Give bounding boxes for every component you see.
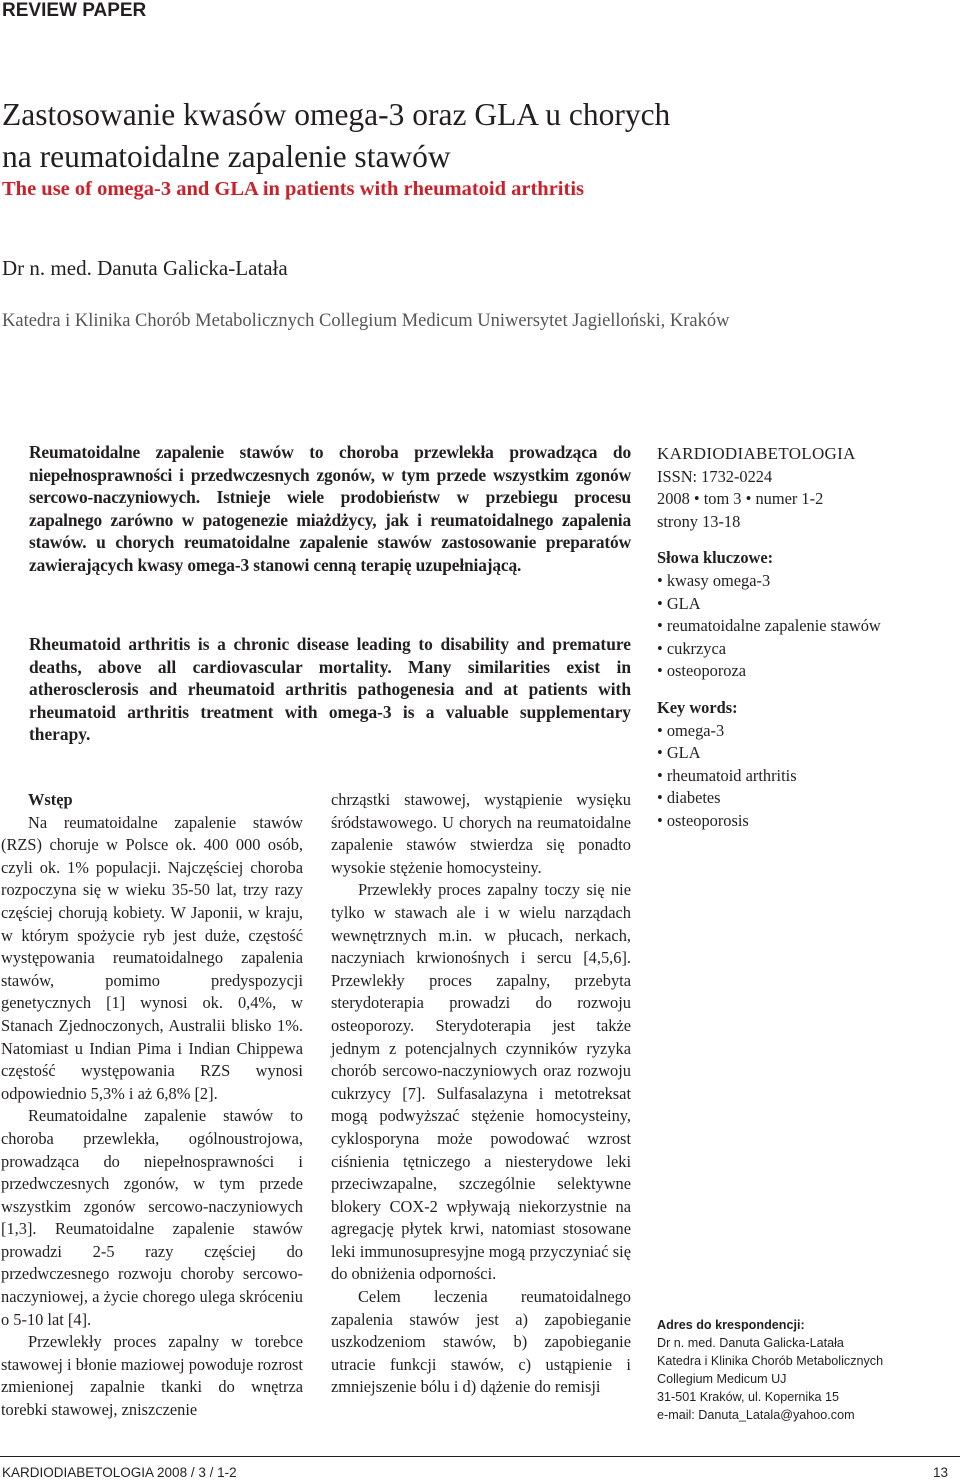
abstract-pl: Reumatoidalne zapalenie stawów to choroba przewlekła prowadząca do niepełnosprawności i przedwczesnych zgonów, w tym przede wszystkim zgonów sercowo-naczyniowych. Istnieje wiele prodobieństw w przebiegu procesu zapalnego zarówno w patogenezie miażdżycy, jak i reumatoidalnego zapalenia stawów. u chorych reumatoidalne zapalenie stawów zastosowanie preparatów zawierających kwasy omega-3 stanowi cenną terapię uzupełniającą. <box>29 442 631 575</box>
keyword-item: • osteoporosis <box>657 810 947 833</box>
body-column-left <box>1 789 303 1422</box>
title-line-1: Zastosowanie kwasów omega-3 oraz GLA u chorych <box>2 97 671 132</box>
keyword-item: • osteoporoza <box>657 660 947 683</box>
keywords-en-list <box>657 720 947 833</box>
keywords-pl-heading: Słowa kluczowe: <box>657 548 774 568</box>
body-paragraph: chrząstki stawowej, wystąpienie wysięku śródstawowego. U chorych na reumatoidalne zapalenie stawów stwierdza się ponadto wysokie stężenie homocysteiny. <box>331 790 631 877</box>
abstract-en: Rheumatoid arthritis is a chronic disease leading to disability and premature deaths, above all cardiovascular mortality. Many similarities exist in atherosclerosis and rheumatoid arthritis pathogenesia and at patients with rheumatoid arthritis treatment with omega-3 is a valuable supplementary therapy. <box>29 634 631 745</box>
section-label: REVIEW PAPER <box>2 0 147 21</box>
issn: ISSN: 1732-0224 <box>657 466 773 486</box>
body-paragraph: Przewlekły proces zapalny toczy się nie tylko w stawach ale i w wielu narządach wewnętrznych m.in. w płucach, nerkach, naczyniach krwionośnych i sercu [4,5,6]. Przewlekły proces zapalny, przebyta sterydoterapia prowadzi do rozwoju osteoporozy. Sterydoterapia jest także jednym z potencjalnych czynników ryzyka chorób sercowo-naczyniowych oraz rozwoju cukrzycy [7]. Sulfasalazyna i metotreksat mogą podwyższać stężenie homocysteiny, cyklosporyna może powodować wzrost ciśnienia tętniczego a niesterydowe leki przeciwzapalne, szczególnie selektywne blokery COX-2 wpływają niekorzystnie na agregację płytek krwi, natomiast stosowane leki immunosupresyjne mogą przyczyniać się do obniżenia odporności. <box>331 880 631 1284</box>
title-line-2: na reumatoidalne zapalenie stawów <box>2 139 451 174</box>
correspondence-heading: Adres do krespondencji: <box>657 1318 805 1332</box>
journal-name: KARDIODIABETOLOGIA <box>657 444 856 463</box>
correspondence-line: Katedra i Klinika Chorób Metabolicznych <box>657 1354 884 1368</box>
keyword-item: • GLA <box>657 593 947 616</box>
body-paragraph: Na reumatoidalne zapalenie stawów (RZS) choruje w Polsce ok. 400 000 osób, czyli ok. 1% populacji. Najczęściej choroba rozpoczyna się w wieku 35-50 lat, trzy razy częściej chorują kobiety. W Japonii, w kraju, w którym spożycie ryb jest duże, częstość występowania reumatoidalnego zapalenia stawów, pomimo predyspozycji genetycznych [1] wynosi ok. 0,4%, w Stanach Zjednoczonych, Australii blisko 1%. Natomiast u Indian Pima i Indian Chippewa częstość występowania RZS wynosi odpowiednio 5,3% i aż 6,8% [2]. <box>1 812 303 1103</box>
footer-divider <box>0 1456 960 1457</box>
body-paragraph: Przewlekły proces zapalny w torebce stawowej i błonie maziowej powoduje rozrost zmienionej zapalnie tkanki do wnętrza torebki stawowej, zniszczenie <box>1 1332 303 1420</box>
page-range: strony 13-18 <box>657 511 741 531</box>
keyword-item: • omega-3 <box>657 720 947 743</box>
correspondence-line: Dr n. med. Danuta Galicka-Latała <box>657 1336 844 1350</box>
keyword-item: • kwasy omega-3 <box>657 570 947 593</box>
keyword-item: • rheumatoid arthritis <box>657 765 947 788</box>
section-heading-intro: Wstęp <box>28 790 73 809</box>
footer-journal: KARDIODIABETOLOGIA 2008 / 3 / 1-2 <box>2 1465 237 1480</box>
correspondence-line: 31-501 Kraków, ul. Kopernika 15 <box>657 1390 840 1404</box>
author-name: Dr n. med. Danuta Galicka-Latała <box>2 256 288 280</box>
author-affiliation: Katedra i Klinika Chorób Metabolicznych Collegium Medicum Uniwersytet Jagielloński, Kraków <box>2 311 730 331</box>
article-title-pl <box>2 94 902 178</box>
keywords-en-heading: Key words: <box>657 697 738 717</box>
issue-info: 2008 • tom 3 • numer 1-2 <box>657 489 824 509</box>
page-number: 13 <box>932 1465 948 1480</box>
keywords-pl-list <box>657 570 947 683</box>
correspondence-line: Collegium Medicum UJ <box>657 1372 787 1386</box>
body-paragraph: Reumatoidalne zapalenie stawów to choroba przewlekła, ogólnoustrojowa, prowadząca do niepełnosprawności i przedwczesnych zgonów, w tym przede wszystkim zgonów sercowo-naczyniowych [1,3]. Reumatoidalne zapalenie stawów prowadzi 2-5 razy częściej do przedwczesnego rozwoju choroby sercowo-naczyniowej, a życie chorego ulega skróceniu o 5-10 lat [4]. <box>1 1106 303 1329</box>
article-title-en: The use of omega-3 and GLA in patients with rheumatoid arthritis <box>2 178 584 200</box>
keyword-item: • cukrzyca <box>657 638 947 661</box>
body-column-right <box>331 789 631 1399</box>
article-info-sidebar <box>657 443 947 833</box>
keyword-item: • GLA <box>657 742 947 765</box>
correspondence-email: e-mail: Danuta_Latala@yahoo.com <box>657 1408 855 1422</box>
keyword-item: • diabetes <box>657 787 947 810</box>
body-paragraph: Celem leczenia reumatoidalnego zapalenia stawów jest a) zapobieganie uszkodzeniom stawów, b) zapobieganie utracie funkcji stawów, c) ustąpienie i zmniejszenie bólu i d) dążenie do remisji <box>331 1287 631 1397</box>
keyword-item: • reumatoidalne zapalenie stawów <box>657 615 947 638</box>
correspondence-address <box>657 1316 947 1424</box>
